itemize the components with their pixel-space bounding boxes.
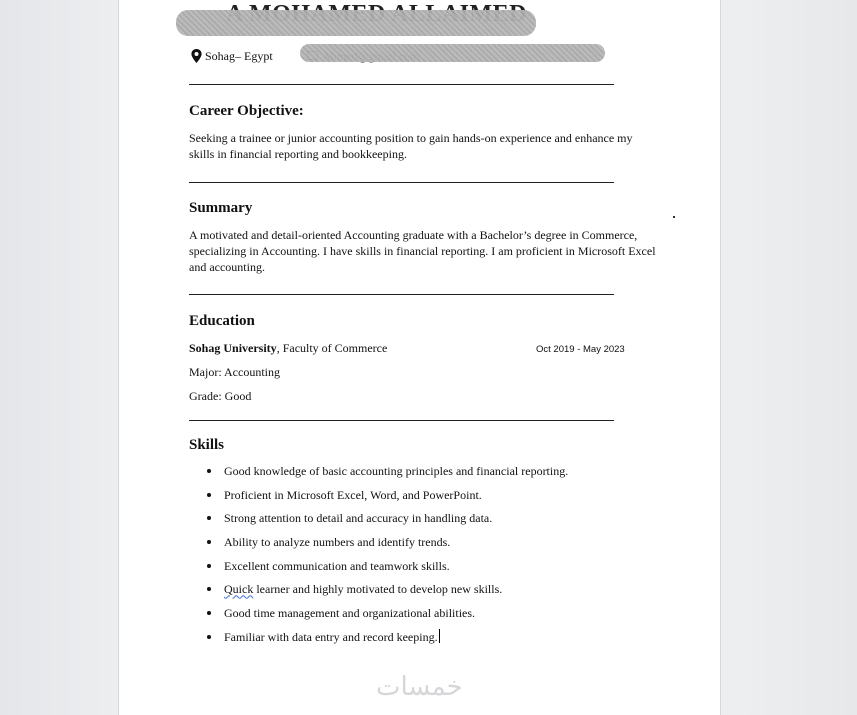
skill-item: Ability to analyze numbers and identify trends. — [206, 534, 568, 558]
divider-objective — [189, 182, 614, 183]
divider-education — [189, 420, 614, 421]
watermark-logo: خمسات — [376, 672, 463, 702]
divider-header — [189, 84, 614, 85]
skill-item: Strong attention to detail and accuracy in handling data. — [206, 510, 568, 534]
name-redaction — [176, 10, 536, 36]
skill-item: Good knowledge of basic accounting principles and financial reporting. — [206, 463, 568, 487]
education-major: Major: Accounting — [189, 365, 280, 379]
university-name: Sohag University — [189, 341, 277, 355]
education-grade: Grade: Good — [189, 389, 252, 403]
map-pin-icon — [191, 49, 202, 63]
contact-redaction — [300, 44, 605, 62]
stray-mark — [673, 216, 675, 218]
education-institution — [189, 340, 387, 356]
career-objective-heading: Career Objective: — [189, 103, 304, 119]
faculty-name: , Faculty of Commerce — [276, 341, 388, 355]
education-heading: Education — [189, 313, 255, 329]
summary-text: A motivated and detail-oriented Accounting graduate with a Bachelor’s degree in Commerce, specializing in Accounting. I have skills in financial reporting. I am proficient in Microsoft Excel and accounting. — [189, 228, 656, 274]
spellcheck-word[interactable]: Quick — [224, 582, 254, 597]
summary-heading: Summary — [189, 200, 253, 216]
text-cursor — [439, 629, 440, 643]
divider-summary — [189, 294, 614, 295]
skill-item: Good time management and organizational abilities. — [206, 605, 568, 629]
skill-item: Excellent communication and teamwork skills. — [206, 558, 568, 582]
career-objective-text: Seeking a trainee or junior accounting position to gain hands-on experience and enhance my skills in financial reporting and bookkeeping. — [189, 131, 633, 161]
skill-item — [206, 629, 568, 653]
skill-item-text: Familiar with data entry and record keeping. — [224, 629, 438, 644]
skills-list — [206, 463, 568, 653]
skills-heading: Skills — [189, 437, 225, 453]
location-text: Sohag– Egypt — [205, 49, 273, 63]
skill-item — [206, 581, 568, 605]
skill-item: Proficient in Microsoft Excel, Word, and PowerPoint. — [206, 487, 568, 511]
skill-item-text: learner and highly motivated to develop new skills. — [256, 582, 503, 597]
education-dates: Oct 2019 - May 2023 — [536, 344, 625, 355]
